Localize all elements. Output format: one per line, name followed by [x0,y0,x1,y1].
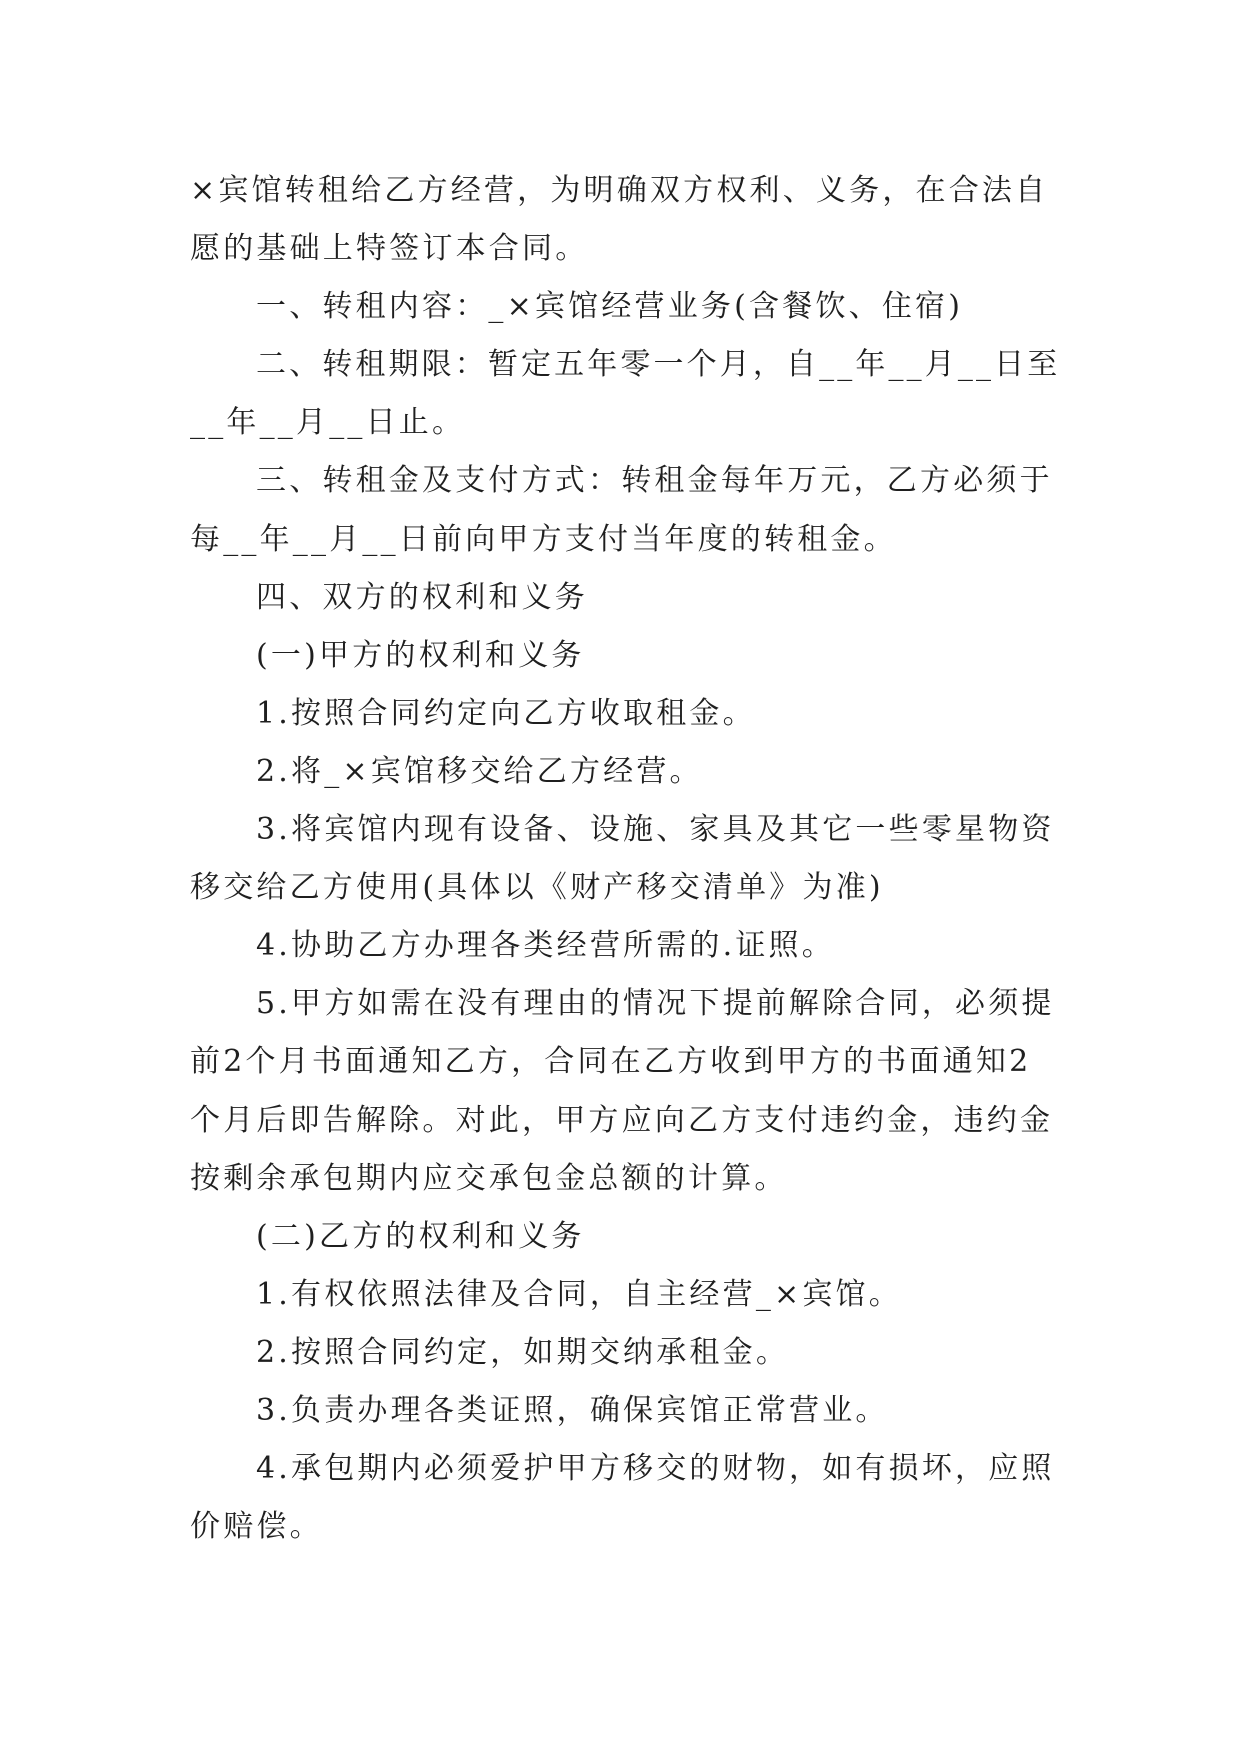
text-line: __年__月__日止。 [190,405,466,441]
text-line: 个月后即告解除。对此，甲方应向乙方支付违约金，违约金 [190,1102,1054,1138]
text-line: 二、转租期限：暂定五年零一个月，自__年__月__日至 [256,347,1061,383]
text-line: 1.有权依照法律及合同，自主经营_×宾馆。 [256,1276,902,1312]
text-line: 2.按照合同约定，如期交纳承租金。 [256,1334,790,1370]
text-line: 5.甲方如需在没有理由的情况下提前解除合同，必须提 [256,986,1055,1022]
contract-body [190,162,1060,1556]
text-line: 4.协助乙方办理各类经营所需的.证照。 [256,928,835,964]
text-line: (一)甲方的权利和义务 [256,637,585,673]
text-line: 前2个月书面通知乙方，合同在乙方收到甲方的书面通知2 [190,1044,1032,1080]
text-line: 三、转租金及支付方式：转租金每年万元，乙方必须于 [256,463,1053,499]
text-line: 每__年__月__日前向甲方支付当年度的转租金。 [190,521,897,557]
text-line: 一、转租内容：_×宾馆经营业务(含餐饮、住宿) [256,289,964,325]
text-line: 4.承包期内必须爱护甲方移交的财物，如有损坏，应照 [256,1451,1055,1487]
text-line: 四、双方的权利和义务 [256,579,588,615]
text-line: 2.将_×宾馆移交给乙方经营。 [256,753,703,789]
text-line: 3.负责办理各类证照，确保宾馆正常营业。 [256,1392,889,1428]
text-line: 按剩余承包期内应交承包金总额的计算。 [190,1160,788,1196]
text-line: 价赔偿。 [190,1509,323,1545]
text-line: 1.按照合同约定向乙方收取租金。 [256,695,756,731]
text-line: 愿的基础上特签订本合同。 [190,231,589,267]
text-line: ×宾馆转租给乙方经营，为明确双方权利、义务，在合法自 [190,173,1049,208]
text-line: (二)乙方的权利和义务 [256,1218,585,1254]
text-line: 移交给乙方使用(具体以《财产移交清单》为准) [190,870,884,906]
text-line: 3.将宾馆内现有设备、设施、家具及其它一些零星物资 [256,812,1055,848]
